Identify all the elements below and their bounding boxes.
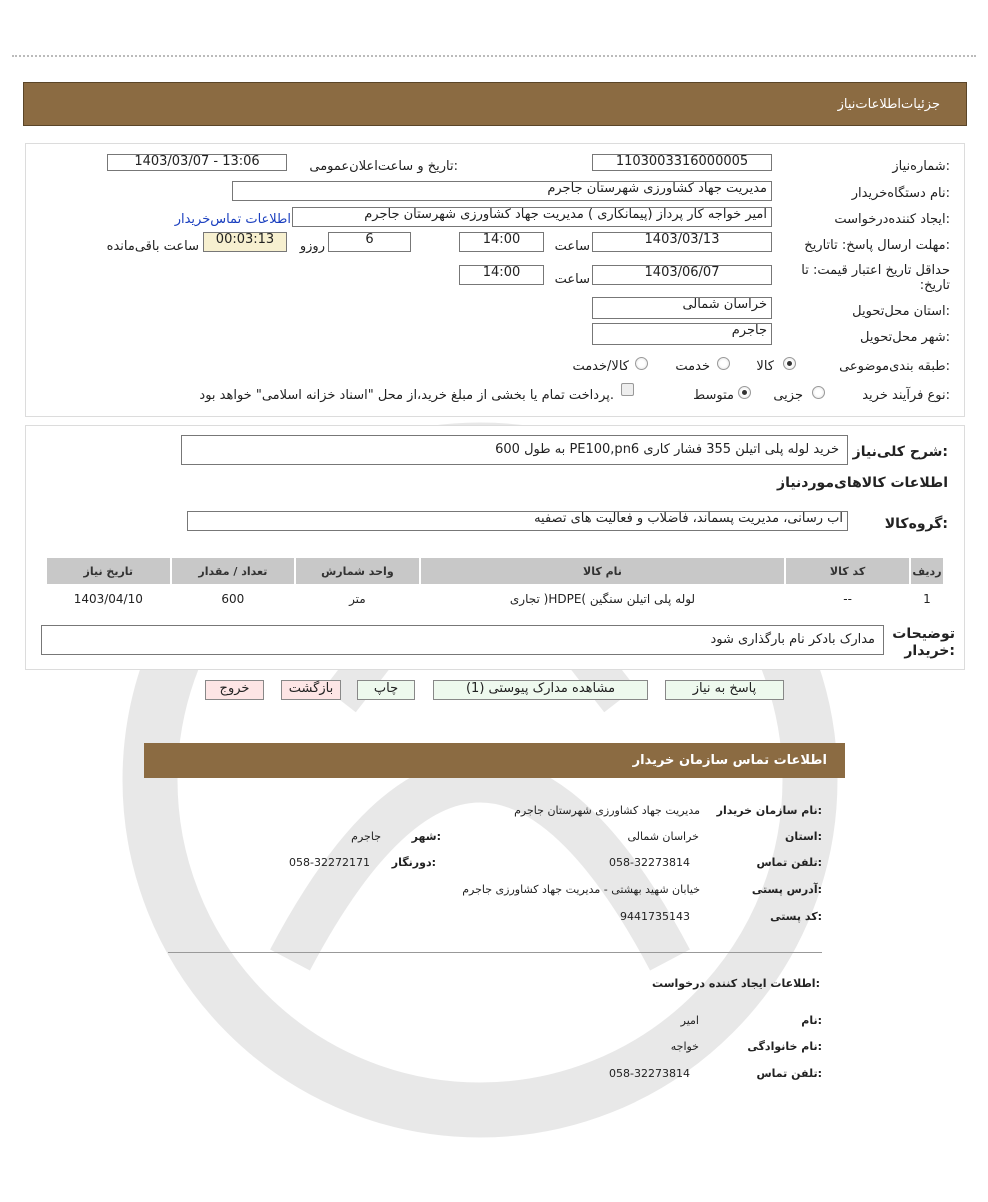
process-medium-label: متوسط bbox=[693, 388, 734, 403]
col-unit: واحد شمارش bbox=[296, 558, 419, 584]
back-button[interactable]: بازگشت bbox=[281, 680, 341, 700]
days-field: 6 bbox=[328, 232, 411, 252]
treasury-payment-checkbox[interactable] bbox=[621, 383, 634, 396]
process-radio-medium[interactable] bbox=[738, 386, 751, 399]
process-radio-minor[interactable] bbox=[812, 386, 825, 399]
goods-table bbox=[45, 556, 945, 614]
creator-family: خواجه bbox=[670, 1040, 699, 1053]
cell-row: 1 bbox=[923, 592, 931, 606]
exit-button[interactable]: خروج bbox=[205, 680, 264, 700]
remaining-label: ساعت باقی‌مانده bbox=[106, 239, 199, 254]
goods-group-label: گروه‌کالا: bbox=[884, 516, 948, 532]
goods-table-header bbox=[47, 558, 943, 584]
category-goods-label: کالا bbox=[756, 359, 774, 374]
contact-fax-label: دورنگار: bbox=[391, 856, 436, 869]
cell-qty: 600 bbox=[221, 592, 245, 606]
announce-label: تاریخ و ساعت‌اعلان‌عمومی: bbox=[309, 159, 458, 174]
contact-fax: 058-32272171 bbox=[289, 856, 370, 869]
need-number-field: 1103003316000005 bbox=[592, 154, 772, 171]
table-row bbox=[47, 586, 943, 612]
contact-city-label: شهر: bbox=[411, 830, 441, 843]
contact-org-label: نام سازمان خریدار: bbox=[716, 804, 822, 817]
process-minor-label: جزیی bbox=[773, 388, 803, 403]
contact-city: جاجرم bbox=[351, 830, 381, 843]
contact-province: خراسان شمالی bbox=[627, 830, 699, 843]
contact-phone: 058-32273814 bbox=[609, 856, 690, 869]
cell-code: -- bbox=[843, 592, 852, 606]
process-label: نوع فرآیند خرید: bbox=[862, 388, 950, 403]
top-divider bbox=[12, 55, 976, 57]
goods-table-container bbox=[45, 556, 945, 614]
reply-button[interactable]: پاسخ به نیاز bbox=[665, 680, 784, 700]
contact-divider bbox=[168, 952, 822, 953]
cell-date: 1403/04/10 bbox=[73, 592, 143, 606]
col-code: کد کالا bbox=[786, 558, 909, 584]
category-service-label: خدمت bbox=[675, 359, 710, 374]
need-summary-label: شرح کلی‌نیاز: bbox=[852, 444, 948, 460]
validity-time-field: 14:00 bbox=[459, 265, 544, 285]
deadline-label: مهلت ارسال پاسخ: تاتاریخ: bbox=[804, 238, 950, 253]
announce-field: 1403/03/07 - 13:06 bbox=[107, 154, 287, 171]
creator-name-label: نام: bbox=[801, 1014, 822, 1027]
province-field: خراسان شمالی bbox=[592, 297, 772, 319]
contact-postal-label: کد پستی: bbox=[770, 910, 822, 923]
contact-org: مدیریت جهاد کشاورزی شهرستان جاجرم bbox=[514, 804, 700, 817]
contact-postal: 9441735143 bbox=[620, 910, 690, 923]
col-name: نام کالا bbox=[421, 558, 785, 584]
need-number-label: شماره‌نیاز: bbox=[892, 159, 950, 174]
col-row: ردیف bbox=[911, 558, 943, 584]
buyer-notes-field: مدارک بادکر نام بارگذاری شود bbox=[41, 625, 884, 655]
buyer-contact-title: اطلاعات تماس سازمان خریدار bbox=[632, 753, 827, 768]
col-date: تاریخ نیاز bbox=[47, 558, 170, 584]
remaining-time-field: 00:03:13 bbox=[203, 232, 287, 252]
goods-group-field: آب رسانی، مدیریت پسماند، فاضلاب و فعالیت های تصفیه bbox=[187, 511, 848, 531]
category-radio-goods[interactable] bbox=[783, 357, 796, 370]
creator-phone-label: تلفن تماس: bbox=[756, 1067, 822, 1080]
deadline-time-field: 14:00 bbox=[459, 232, 544, 252]
city-field: جاجرم bbox=[592, 323, 772, 345]
goods-info-title: اطلاعات کالاهای‌موردنیاز bbox=[777, 475, 948, 491]
page-title-bar bbox=[23, 82, 967, 126]
col-qty: تعداد / مقدار bbox=[172, 558, 295, 584]
city-label: شهر محل‌تحویل: bbox=[860, 330, 950, 345]
validity-date-field: 1403/06/07 bbox=[592, 265, 772, 285]
print-button[interactable]: چاپ bbox=[357, 680, 415, 700]
creator-name: امیر bbox=[680, 1014, 699, 1027]
creator-field: امیر خواجه کار پرداز (پیمانکاری ) مدیریت جهاد کشاورزی شهرستان جاجرم bbox=[292, 207, 772, 227]
buyer-org-field: مدیریت جهاد کشاورزی شهرستان جاجرم bbox=[232, 181, 772, 201]
buyer-notes-label: توضیحات خریدار: bbox=[892, 626, 955, 659]
contact-phone-label: تلفن تماس: bbox=[756, 856, 822, 869]
creator-phone: 058-32273814 bbox=[609, 1067, 690, 1080]
contact-province-label: استان: bbox=[784, 830, 822, 843]
deadline-date-field: 1403/03/13 bbox=[592, 232, 772, 252]
creator-info-title: اطلاعات ایجاد کننده درخواست: bbox=[652, 977, 820, 990]
view-attachments-button[interactable]: مشاهده مدارک پیوستی (1) bbox=[433, 680, 648, 700]
buyer-contact-link[interactable]: اطلاعات تماس‌خریدار bbox=[174, 212, 291, 227]
category-radio-service[interactable] bbox=[717, 357, 730, 370]
contact-address: خیابان شهید بهشتی - مدیریت جهاد کشاورزی جاجرم bbox=[462, 883, 700, 896]
page-title: جزئیات‌اطلاعات‌نیاز bbox=[837, 97, 940, 112]
validity-label: حداقل تاریخ اعتبار قیمت: تا تاریخ: bbox=[801, 263, 950, 293]
province-label: استان محل‌تحویل: bbox=[852, 304, 950, 319]
need-summary-field: خرید لوله پلی اتیلن 355 فشار کاری PE100,pn6 به طول 600 bbox=[181, 435, 848, 465]
creator-label: ایجاد کننده‌درخواست: bbox=[834, 212, 950, 227]
category-radio-goods-service[interactable] bbox=[635, 357, 648, 370]
validity-time-label: ساعت bbox=[554, 272, 590, 287]
cell-unit: متر bbox=[349, 592, 366, 606]
days-label: روزو bbox=[299, 239, 325, 254]
buyer-org-label: نام دستگاه‌خریدار: bbox=[851, 186, 950, 201]
treasury-payment-note: پرداخت تمام یا بخشی از مبلغ خرید،از محل "اسناد خزانه اسلامی" خواهد بود. bbox=[199, 388, 614, 403]
buyer-contact-title-bar bbox=[144, 743, 845, 778]
category-label: طبقه بندی‌موضوعی: bbox=[839, 359, 950, 374]
contact-address-label: آدرس پستی: bbox=[751, 883, 822, 896]
creator-family-label: نام خانوادگی: bbox=[747, 1040, 822, 1053]
category-goods-service-label: کالا/خدمت bbox=[572, 359, 629, 374]
deadline-time-label: ساعت bbox=[554, 239, 590, 254]
cell-name: لوله پلی اتیلن سنگین )HDPE( تجاری bbox=[509, 592, 696, 606]
